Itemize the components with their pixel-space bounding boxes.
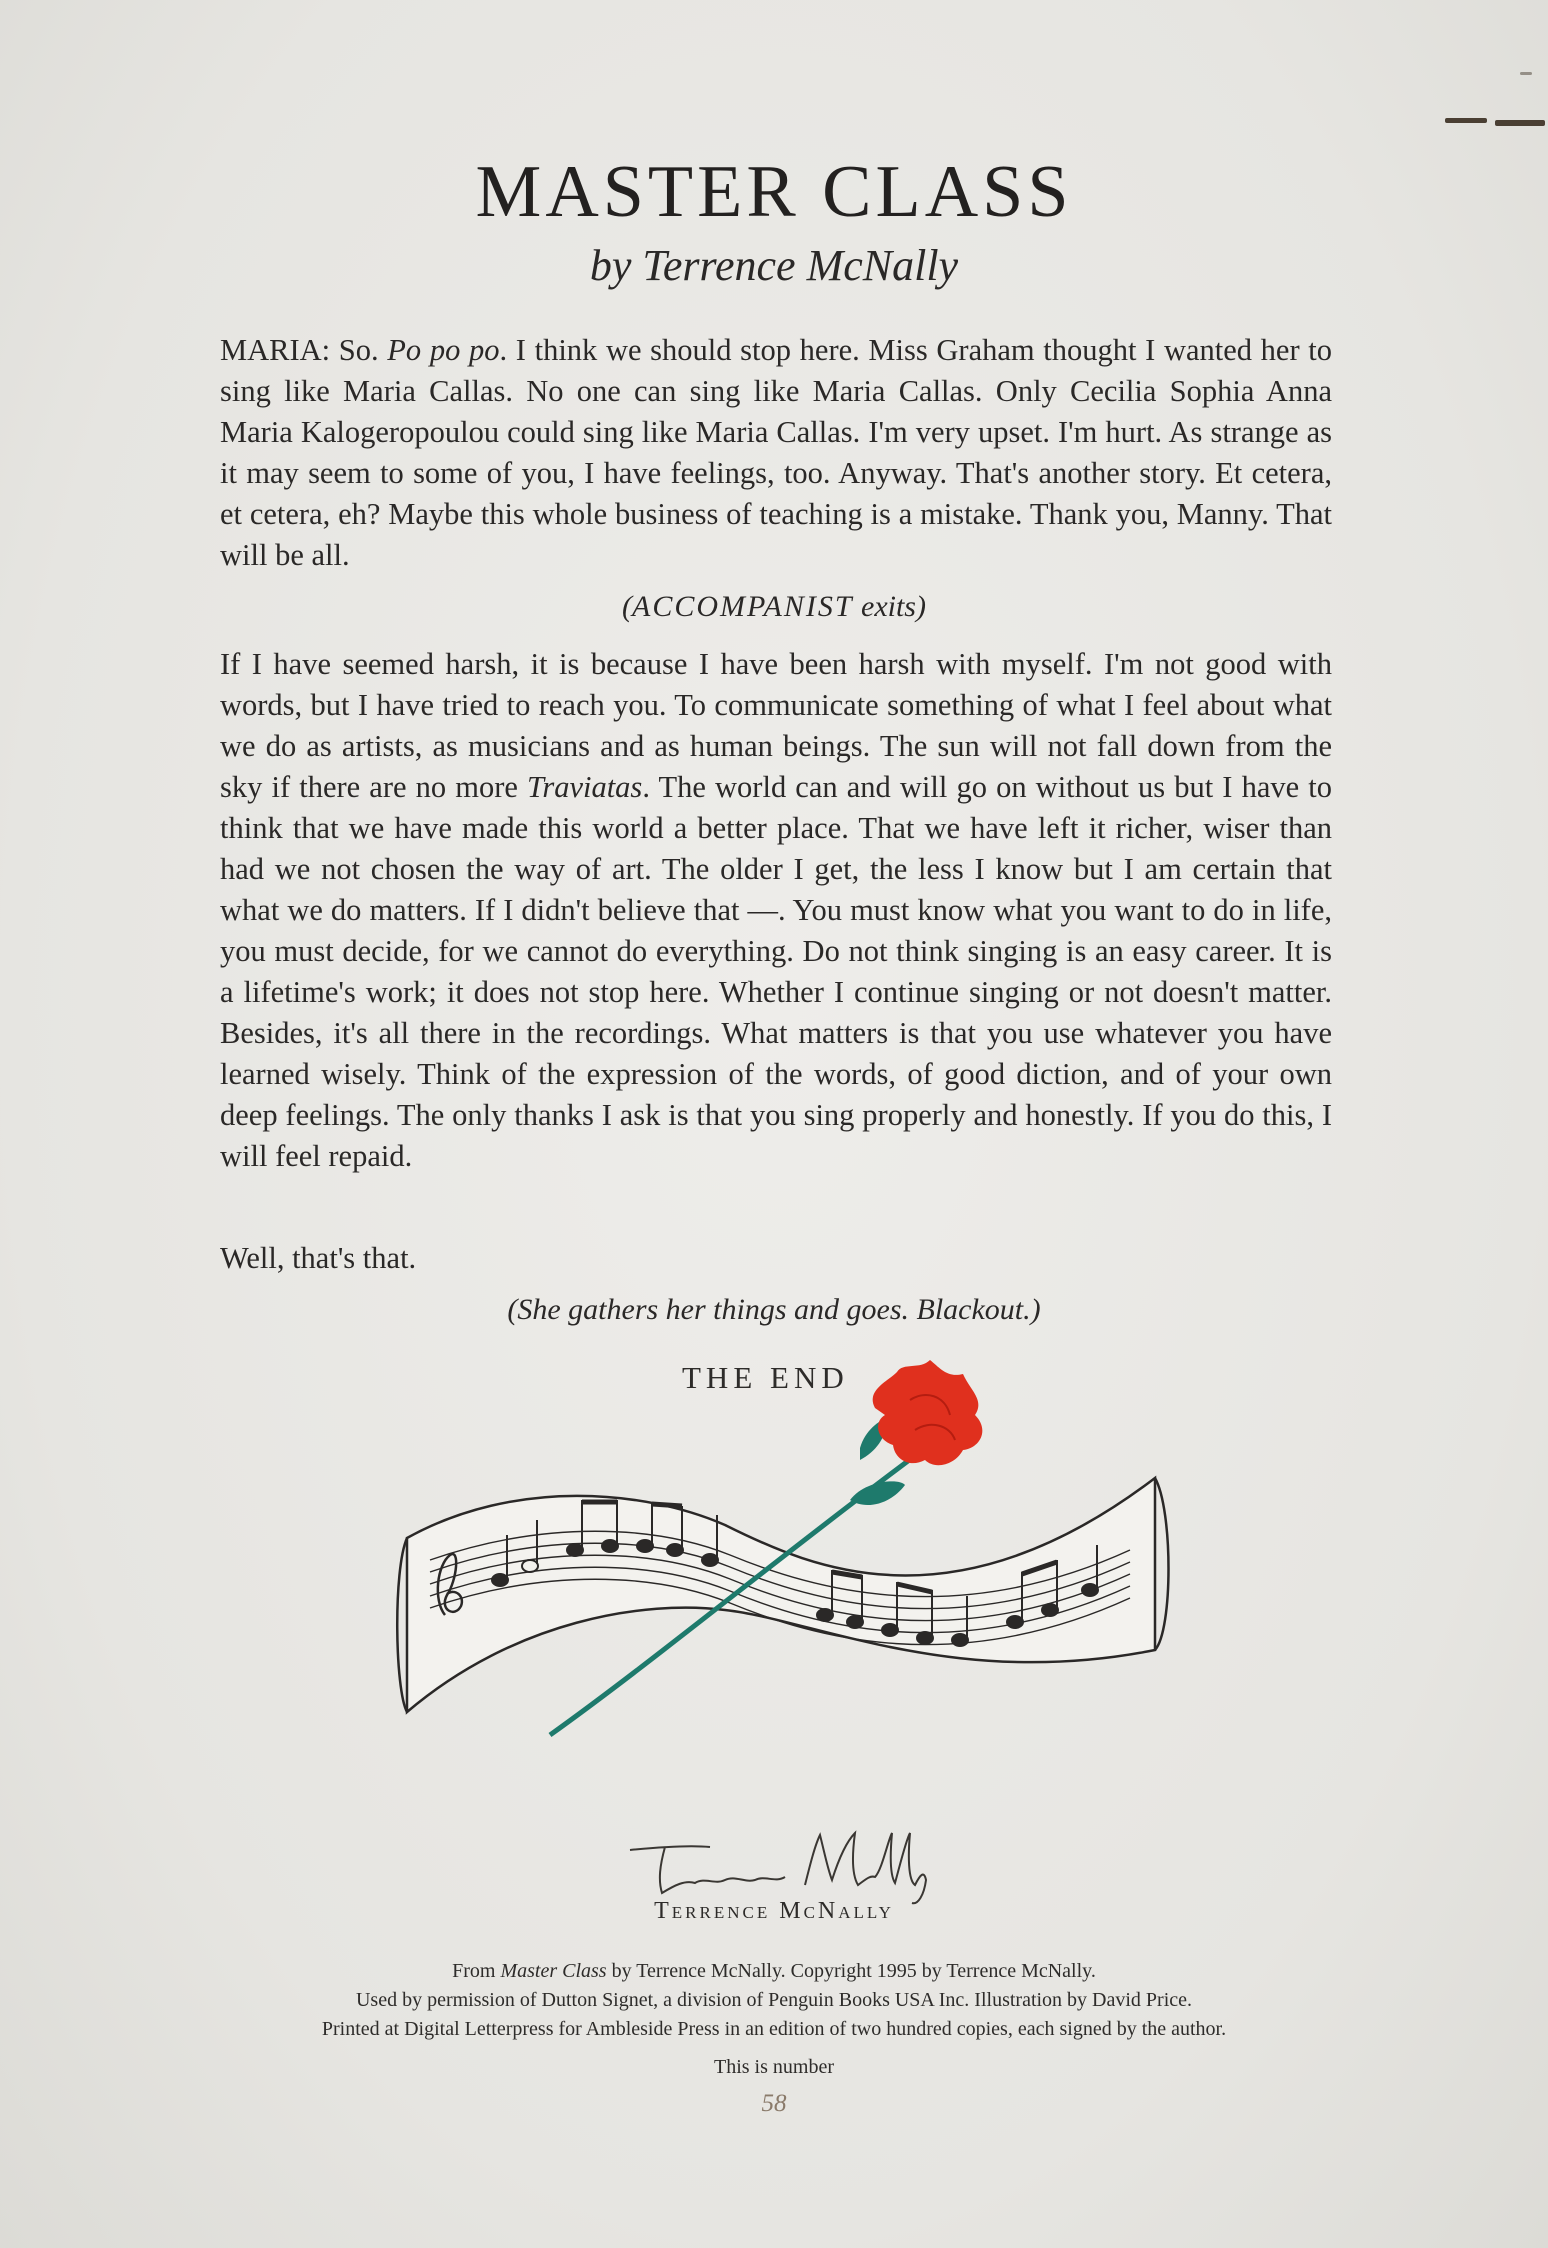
paper-speck [1520,72,1532,75]
speaker-label: MARIA: So. [220,333,388,367]
paragraph-text: . I think we should stop here. Miss Graham thought I wanted her to sing like Maria Callas. No one can sing like Maria Callas. Only Cecilia Sophia Anna Maria Kalogeropoulou could sing like Maria Callas. I'm very upset. I'm hurt. As strange as it may seem to some of you, I have feelings, too. Anyway. That's another story. Et cetera, et cetera, eh? Maybe this whole business of teaching is a mistake. Thank you, Manny. That will be all. [220,333,1333,572]
credit-text: From [452,1960,501,1982]
stage-direction-accompanist [0,590,1548,624]
credit-text: by Terrence McNally. Copyright 1995 by Terrence McNally. [606,1960,1096,1982]
credit-line: Used by permission of Dutton Signet, a division of Penguin Books USA Inc. Illustration by David Price. [355,1989,1193,2011]
paper-speck [1495,120,1545,126]
stage-direction-blackout: (She gathers her things and goes. Blackout.) [507,1293,1041,1326]
credit-line [0,1960,1548,1983]
author-name: Terrence McNally [654,1898,894,1924]
paren: ( [622,590,633,623]
credit-italic: Master Class [500,1960,607,1982]
paragraph-text: If I have seemed harsh, it is because I have been harsh with myself. I'm not good with words, but I have tried to reach you. To communicate something of what I feel about what we do as artists, as musicians and as human beings. The sun will not fall down from the sky if there are no more [220,647,1332,804]
italic-phrase: Po po po [387,333,500,367]
music-banner [407,1478,1155,1712]
stage-text: exits) [853,590,926,623]
paragraph-closing: Well, that's that. [220,1241,417,1275]
rose-and-music-illustration [395,1360,1175,1750]
banner-curl-right [1155,1478,1169,1650]
edition-number-label: This is number [714,2056,834,2078]
rose-leaf [850,1481,905,1505]
the-end-label: THE END [682,1360,849,1395]
rose-bloom [873,1360,983,1465]
banner-curl-left [397,1538,407,1712]
character-name: ACCOMPANIST [632,590,854,623]
author-signature [620,1825,930,1905]
edition-number: 58 [761,2090,787,2117]
italic-title: Traviatas [527,770,643,804]
paper-speck [1445,118,1487,123]
byline: by Terrence McNally [589,241,959,290]
paragraph-text: . The world can and will go on without us but I have to think that we have made this world a better place. That we have left it richer, wiser than had we not chosen the way of art. The older I get, the less I know but I am certain that what we do matters. If I didn't believe that —. You must know what you want to do in life, you must decide, for we cannot do everything. Do not think singing is an easy career. It is a lifetime's work; it does not stop here. Whether I continue singing or not doesn't matter. Besides, it's all there in the recordings. What matters is that you use whatever you have learned wisely. Think of the expression of the words, of good diction, and of your own deep feelings. The only thanks I ask is that you sing properly and honestly. If you do this, I will feel repaid. [220,770,1332,1173]
paragraph-maria [220,330,1332,576]
credit-line: Printed at Digital Letterpress for Ambleside Press in an edition of two hundred copies, each signed by the author. [321,2018,1227,2040]
page-title: MASTER CLASS [475,151,1073,233]
paragraph-speech [220,644,1332,1177]
